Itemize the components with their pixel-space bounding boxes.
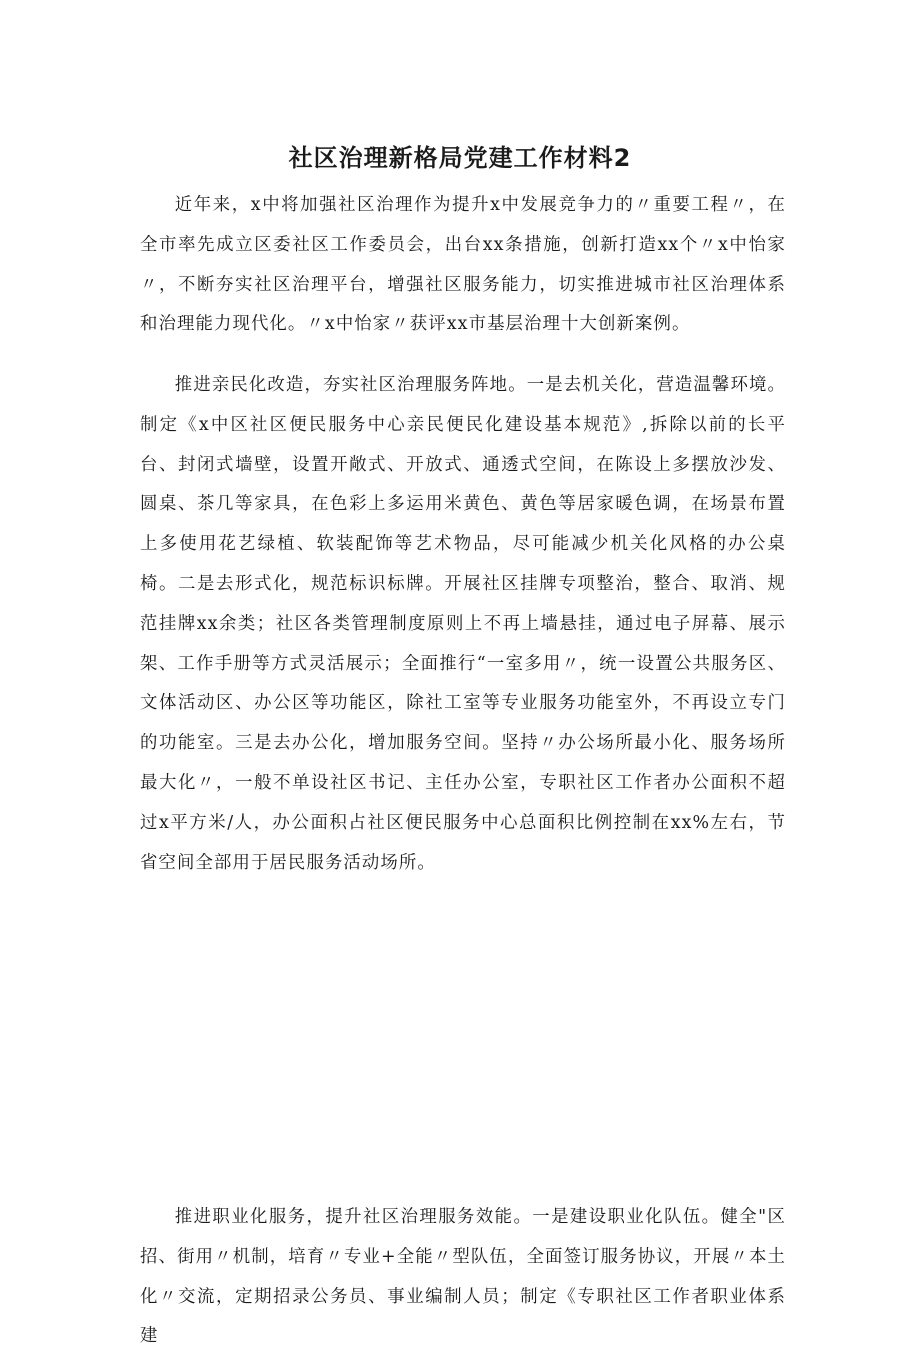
paragraph-service-position: 推进亲民化改造，夯实社区治理服务阵地。一是去机关化，营造温馨环境。制定《x中区社区便民服务中心亲民便民化建设基本规范》,拆除以前的长平台、封闭式墙壁，设置开敞式、开放式、通透式空间，在陈设上多摆放沙发、圆桌、茶几等家具，在色彩上多运用米黄色、黄色等居家暖色调，在场景布置上多使用花艺绿植、软装配饰等艺术物品，尽可能减少机关化风格的办公桌椅。二是去形式化，规范标识标牌。开展社区挂牌专项整治，整合、取消、规范挂牌xx余类；社区各类管理制度原则上不再上墙悬挂，通过电子屏幕、展示架、工作手册等方式灵活展示；全面推行“一室多用〃，统一设置公共服务区、文体活动区、办公区等功能区，除社工室等专业服务功能室外，不再设立专门的功能室。三是去办公化，增加服务空间。坚持〃办公场所最小化、服务场所最大化〃，一般不单设社区书记、主任办公室，专职社区工作者办公面积不超过x平方米/人，办公面积占社区便民服务中心总面积比例控制在xx%左右，节省空间全部用于居民服务活动场所。 (140, 375, 786, 873)
paragraph-professional-service: 推进职业化服务，提升社区治理服务效能。一是建设职业化队伍。健全"区招、街用〃机制，培育〃专业+全能〃型队伍，全面签订服务协议，开展〃本土化〃交流，定期招录公务员、事业编制人员；制定《专职社区工作者职业体系建 (140, 1207, 786, 1347)
document-body (140, 186, 786, 1357)
document-title: 社区治理新格局党建工作材料2 (288, 144, 632, 172)
paragraph-intro: 近年来，x中将加强社区治理作为提升x中发展竞争力的〃重要工程〃，在全市率先成立区委社区工作委员会，出台xx条措施，创新打造xx个〃x中怡家〃，不断夯实社区治理平台，增强社区服务能力，切实推进城市社区治理体系和治理能力现代化。〃x中怡家〃获评xx市基层治理十大创新案例。 (140, 195, 786, 335)
